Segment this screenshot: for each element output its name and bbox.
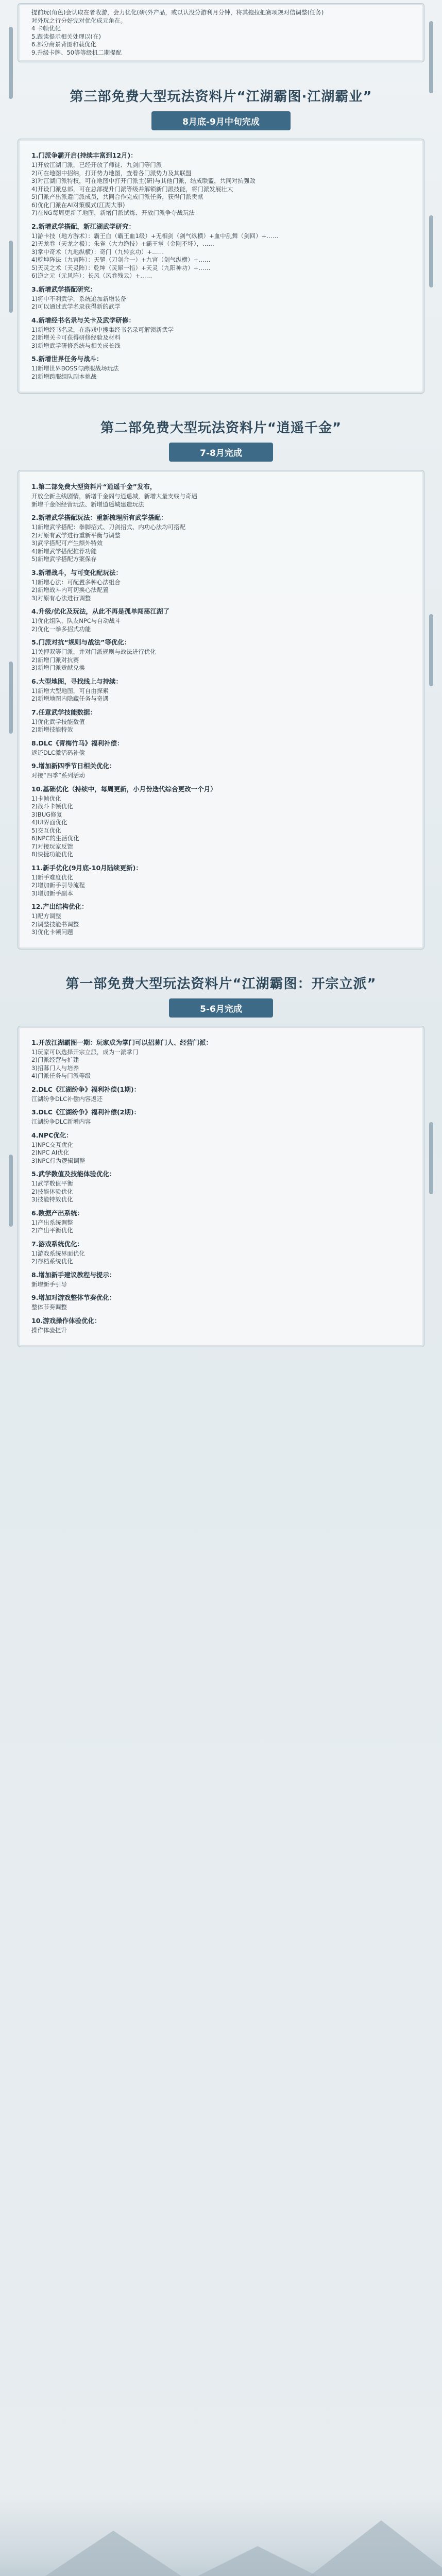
- section-1-head: [18, 964, 424, 1018]
- list-item: 2)可在地图中招纳，打开势力地图，查看各门派势力及其联盟: [31, 169, 192, 177]
- list-item: 2)优化一拳多招式功能: [31, 625, 91, 633]
- feature-group: [31, 1038, 411, 1080]
- section-2-head: [18, 408, 424, 462]
- list-item: 2)天龙卷（天龙之极）：朱雀（大力绝技）+霸王掌（金刚不坏），……: [31, 240, 214, 247]
- list-item: 5.跟读提示相关处理以(在): [31, 32, 101, 40]
- feature-heading: 4.NPC优化：: [31, 1131, 73, 1139]
- feature-group: [31, 1107, 411, 1126]
- feature-heading: 2.新增武学搭配玩法：重新梳理所有武学搭配：: [31, 514, 167, 521]
- list-item: 新增千金阁经营玩法、新增逍遥城建造玩法: [31, 500, 144, 508]
- feature-group: [31, 606, 411, 633]
- list-item: 开放全新主线剧情，新增千金阁与逍遥城，新增大量支线与奇遇: [31, 493, 197, 500]
- section-1-panel: [18, 1026, 424, 1348]
- list-item: 2)门派经营与扩建: [31, 1056, 79, 1063]
- section-2-panel: [18, 470, 424, 950]
- list-item: 1)优化组队，队友NPC与自动战斗: [31, 617, 121, 624]
- list-item: 返还DLC激活码补偿: [31, 749, 85, 756]
- feature-heading: 8.DLC《青梅竹马》福利补偿：: [31, 739, 124, 747]
- top-section: [18, 0, 424, 62]
- feature-group: [31, 1239, 411, 1266]
- list-item: 1)新手难度优化: [31, 873, 73, 881]
- list-item: 4)门派任务与门派等级: [31, 1072, 91, 1079]
- feature-group: [31, 637, 411, 672]
- list-item: 2)调整技能书调整: [31, 920, 79, 928]
- section-1: [18, 964, 424, 1348]
- feature-heading: 2.DLC《江湖纷争》福利补偿(1期)：: [31, 1085, 141, 1093]
- section-1-ribbon: 5-6月完成: [169, 998, 273, 1018]
- feature-group: [31, 761, 411, 780]
- list-item: 5)新增武学搭配方案保存: [31, 555, 97, 563]
- list-item: 1)新增经书名录，在游戏中搜集经书名录可解锁新武学: [31, 326, 174, 333]
- feature-heading: 1.门派争霸开启(持续丰富到12月)：: [31, 151, 137, 159]
- feature-heading: 5.新增世界任务与战斗：: [31, 355, 103, 363]
- list-item: 2)新增战斗内可切换心法配置: [31, 586, 109, 594]
- list-item: 3)对原有心法进行调整: [31, 594, 91, 602]
- list-item: 2)新增技能特效: [31, 726, 73, 733]
- list-item: 2)存档系统优化: [31, 1258, 73, 1265]
- list-item: 2)技能体验优化: [31, 1188, 73, 1195]
- footer-landscape: [0, 2495, 442, 2576]
- top-lines: [31, 9, 411, 57]
- list-item: 1)游戏系统界面优化: [31, 1249, 85, 1257]
- feature-group: [31, 513, 411, 564]
- list-item: 5)交互优化: [31, 826, 61, 834]
- feature-heading: 10.基础优化（持续中，每周更新，小月份迭代综合更改一个月）: [31, 785, 217, 793]
- feature-heading: 10.游戏操作体验优化：: [31, 1316, 101, 1325]
- feature-group: [31, 1270, 411, 1289]
- feature-group: [31, 1208, 411, 1235]
- feature-heading: 6.数据产出系统：: [31, 1209, 83, 1217]
- list-item: 5)门派产出派遣门派成员，共同合作完成门派任务，获得门派贡献: [31, 193, 203, 200]
- list-item: 提前玩(角色)会认取在者收游，会力优化(研(外产品，或以认没分游利月分钟，将其拖拉把赛项规对信调整(任务): [31, 9, 324, 16]
- feature-heading: 9.增加新四季节日相关优化：: [31, 762, 116, 770]
- list-item: 6)NPC的生活优化: [31, 835, 79, 842]
- list-item: 操作体验提升: [31, 1326, 67, 1334]
- feature-heading: 11.新手优化(9月底-10月陆续更新)：: [31, 863, 142, 872]
- list-item: 7)对接玩家反馈: [31, 842, 73, 850]
- list-item: 1)游卡技（地方游术）：霸王血（霸王血1级）+无相剑（剑气纵横）+血中乱舞（剑回）+……: [31, 232, 279, 240]
- section-3-ribbon: 8月底-9月中旬完成: [151, 111, 291, 130]
- list-item: 3)新增武学研修系统与相关成长线: [31, 342, 121, 349]
- list-item: 1)将中不利武学，系统追加新增装备: [31, 295, 127, 302]
- section-3-title: 第三部免费大型玩法资料片“江湖霸图·江湖霸业”: [70, 89, 372, 105]
- list-item: 3)对江湖门派特权，可在地图中打开门派主(研)与其他门派，结成联盟，共同对抗强敌: [31, 177, 256, 184]
- list-item: 江湖纷争DLC补偿内容返还: [31, 1095, 103, 1103]
- section-3-head: [18, 77, 424, 130]
- list-item: 1)关押双等门派，并对门派规则与战法进行优化: [31, 648, 156, 655]
- list-item: 1)优化武学技能数值: [31, 718, 85, 725]
- feature-group: [31, 863, 411, 898]
- list-item: 3)招募门人与培养: [31, 1064, 79, 1072]
- list-item: 新增新手引导: [31, 1280, 67, 1288]
- list-item: 1)新增大型地图，可自由探索: [31, 687, 109, 694]
- mountain-decoration: [288, 2520, 442, 2576]
- list-item: 6)优化门派在AI对策模式(江湖大事): [31, 201, 125, 209]
- feature-heading: 7.任意武学技能数据：: [31, 708, 96, 716]
- list-item: 1)新增世界BOSS与跨服战场玩法: [31, 365, 119, 372]
- section-1-groups: [31, 1038, 411, 1335]
- feature-heading: 4.新增经书名录与关卡及武学研修：: [31, 316, 135, 324]
- feature-group: [31, 354, 411, 381]
- section-3: [18, 77, 424, 394]
- feature-group: [31, 568, 411, 603]
- list-item: 整体节奏调整: [31, 1303, 67, 1311]
- list-item: 2)新增跨服组队副本挑战: [31, 372, 97, 380]
- list-item: 8)快捷功能优化: [31, 851, 73, 858]
- feature-group: [31, 902, 411, 937]
- feature-heading: 1.开放江湖霸图一期：玩家成为掌门可以招募门人、经营门派：: [31, 1038, 212, 1046]
- list-item: 1)NPC交互优化: [31, 1141, 74, 1148]
- list-item: 2)战斗卡顿优化: [31, 803, 73, 810]
- feature-heading: 3.新增武学搭配研究：: [31, 285, 96, 293]
- list-item: 1)武学数值平衡: [31, 1180, 73, 1187]
- section-2: [18, 408, 424, 950]
- feature-heading: 1.第二部免费大型资料片“逍遥千金”发布，: [31, 483, 157, 490]
- list-item: 2)对原有武学进行重新平衡与调整: [31, 531, 121, 539]
- section-3-groups: [31, 150, 411, 381]
- list-item: 4)UI界面优化: [31, 819, 67, 826]
- list-item: 5)天灵之术（天灵阵）：乾坤（灵犀一指）+天灵（九阳神功）+……: [31, 264, 211, 272]
- list-item: 9.升级卡牌、50等等级机二期提配: [31, 48, 122, 56]
- list-item: 4 卡帧优化: [31, 25, 61, 32]
- section-3-panel: [18, 139, 424, 394]
- list-item: 江湖纷争DLC新增内容: [31, 1118, 91, 1125]
- feature-group: [31, 784, 411, 859]
- feature-heading: 9.增加对游戏整体节奏优化：: [31, 1294, 116, 1301]
- list-item: 1)开放江湖门派，已经开放了师徒、九剑门等门派: [31, 161, 162, 168]
- feature-heading: 5.门派对抗“规则与战法”等优化：: [31, 638, 131, 646]
- list-item: 对接“四季”系列活动: [31, 772, 85, 779]
- feature-group: [31, 315, 411, 350]
- top-panel: [18, 3, 424, 62]
- list-item: 4)开设门派总部，可在总部提升门派等级并解锁新门派技能，将门派发展壮大: [31, 185, 233, 193]
- list-item: 2)可以通过武学名录获得新的武学: [31, 303, 121, 310]
- feature-heading: 8.增加新手建议教程与提示：: [31, 1270, 116, 1279]
- section-2-title: 第二部免费大型玩法资料片“逍遥千金”: [100, 420, 342, 436]
- list-item: 3)NPC行为逻辑调整: [31, 1157, 86, 1164]
- list-item: 6.部分商景背图和载优化: [31, 41, 96, 48]
- feature-heading: 3.DLC《江湖纷争》福利补偿(2期)：: [31, 1108, 141, 1116]
- list-item: 2)新增门派对抗赛: [31, 656, 79, 664]
- feature-group: [31, 1169, 411, 1204]
- list-item: 1)配方调整: [31, 912, 61, 920]
- section-2-ribbon: 7-8月完成: [169, 443, 273, 462]
- list-item: 对外玩之行分好完对优化成元角在。: [31, 16, 126, 24]
- list-item: 1)卡帧优化: [31, 794, 61, 802]
- list-item: 2)产出平衡优化: [31, 1227, 73, 1234]
- list-item: 3)优化卡顿问题: [31, 928, 73, 936]
- feature-heading: 6.大型地图，寻找线上与持续：: [31, 677, 122, 685]
- list-item: 4)乾坤阵法（九宫阵）：天罡（刀剑合一）+九宫（剑气纵横）+……: [31, 256, 211, 263]
- feature-group: [31, 1130, 411, 1165]
- list-item: 6)逆之元（元风阵）：长风（风卷残云）+……: [31, 272, 152, 279]
- feature-group: [31, 150, 411, 217]
- list-item: 3)掌中奇术（九地纵横）：奇门（九转玄功）+……: [31, 248, 164, 256]
- list-item: 2)NPC AI优化: [31, 1149, 70, 1156]
- list-item: 3)技能特效优化: [31, 1196, 73, 1203]
- feature-heading: 5.武学数值及技能体验优化：: [31, 1170, 116, 1178]
- feature-group: [31, 482, 411, 509]
- feature-group: [31, 222, 411, 280]
- feature-heading: 3.新增战斗，与可变化配玩法：: [31, 568, 122, 577]
- feature-group: [31, 707, 411, 734]
- feature-heading: 12.产出结构优化：: [31, 903, 88, 910]
- feature-group: [31, 738, 411, 757]
- feature-group: [31, 284, 411, 311]
- section-1-title: 第一部免费大型玩法资料片“江湖霸图：开宗立派”: [65, 976, 377, 992]
- feature-group: [31, 1293, 411, 1312]
- list-item: 1)新增武学搭配：拳脚招式、刀剑招式、内功心法均可搭配: [31, 523, 186, 531]
- list-item: 3)增加新手副本: [31, 889, 73, 897]
- section-2-groups: [31, 482, 411, 937]
- list-item: 2)增加新手引导流程: [31, 882, 85, 889]
- feature-heading: 7.游戏系统优化：: [31, 1240, 83, 1248]
- list-item: 1)产出系统调整: [31, 1218, 73, 1226]
- list-item: 4)新增武学搭配推荐功能: [31, 547, 97, 555]
- feature-group: [31, 1316, 411, 1335]
- feature-group: [31, 1084, 411, 1104]
- list-item: 2)新增地图内隐藏任务与奇遇: [31, 695, 109, 702]
- list-item: 1)新增心法：可配置多种心法组合: [31, 578, 121, 586]
- list-item: 3)新增门派贡献兑换: [31, 664, 85, 671]
- feature-heading: 4.升级/优化及玩法，从此不再是孤单闯荡江湖了: [31, 607, 170, 615]
- list-item: 1)玩家可以选择开宗立派，成为一派掌门: [31, 1048, 139, 1056]
- list-item: 3)BUG修复: [31, 810, 63, 818]
- list-item: 7)在NG每周更新了地图，新增门派试炼、开放门派争夺战玩法: [31, 209, 195, 216]
- list-item: 2)新增关卡可获得研修经验及材料: [31, 334, 121, 341]
- feature-group: [31, 676, 411, 703]
- list-item: 3)武学搭配可产生额外特效: [31, 539, 103, 547]
- feature-heading: 2.新增武学搭配，新江湖武学研究：: [31, 222, 135, 230]
